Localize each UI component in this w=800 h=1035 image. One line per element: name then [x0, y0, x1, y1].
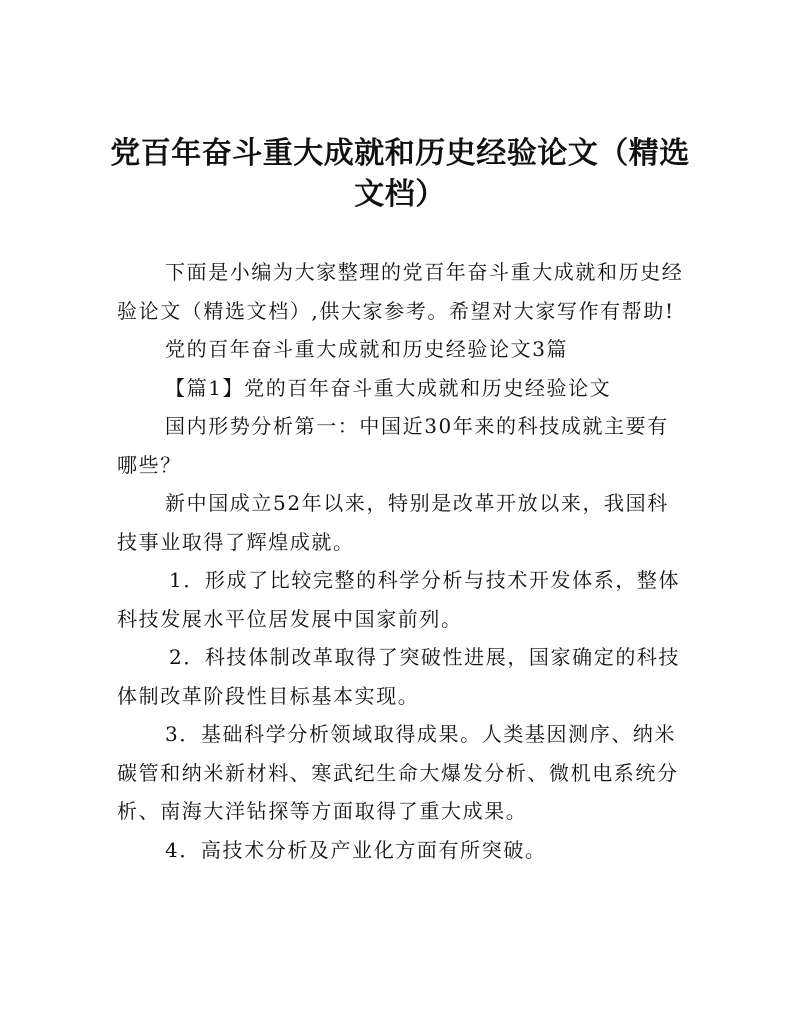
section-heading: 【篇1】党的百年奋斗重大成就和历史经验论文: [165, 375, 612, 400]
list-item-1: 1．形成了比较完整的科学分析与技术开发体系，整体科技发展水平位居发展中国家前列。: [117, 568, 681, 631]
document-body: [117, 253, 687, 869]
list-item-3: 3．基础科学分析领域取得成果。人类基因测序、纳米碳管和纳米新材料、寒武纪生命大爆发分析、微机电系统分析、南海大洋钻探等方面取得了重大成果。: [117, 722, 679, 823]
document-title: 党百年奋斗重大成就和历史经验论文（精选文档）: [110, 136, 690, 212]
intro-paragraph: 下面是小编为大家整理的党百年奋斗重大成就和历史经验论文（精选文档）,供大家参考。希望对大家写作有帮助!: [117, 260, 684, 323]
question-paragraph: 国内形势分析第一：中国近30年来的科技成就主要有哪些？: [117, 414, 669, 477]
list-item-4: 4．高技术分析及产业化方面有所突破。: [165, 837, 547, 862]
body-paragraph: 新中国成立52年以来，特别是改革开放以来，我国科技事业取得了辉煌成就。: [117, 491, 669, 554]
collection-heading: 党的百年奋斗重大成就和历史经验论文3篇: [165, 337, 569, 361]
list-item-2: 2．科技体制改革取得了突破性进展，国家确定的科技体制改革阶段性目标基本实现。: [117, 645, 681, 708]
